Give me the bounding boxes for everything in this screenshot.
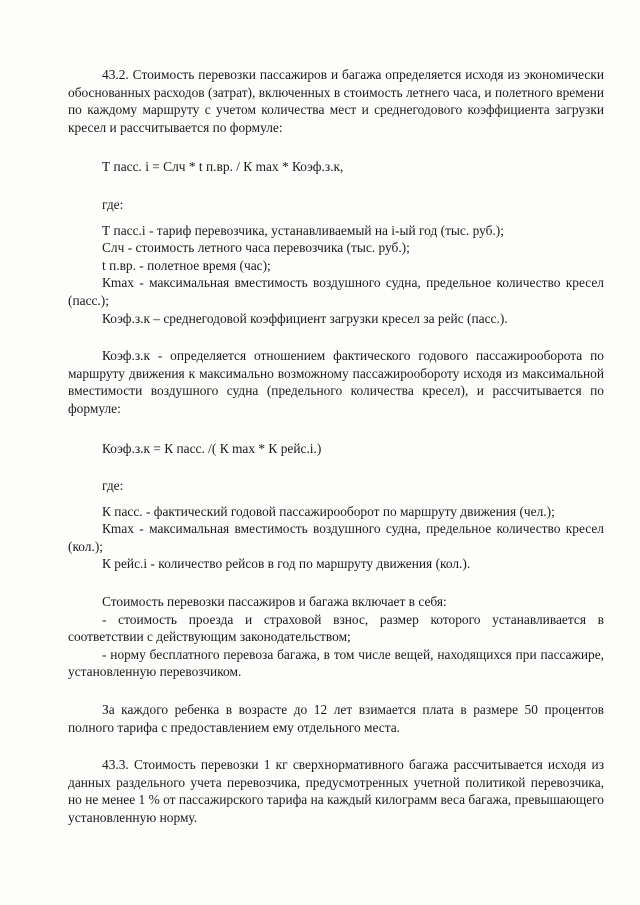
- definition-slch: Слч - стоимость летного часа перевозчика (тыс. руб.);: [102, 240, 410, 256]
- includes-item-fare: - стоимость проезда и страховой взнос, размер которого устанавливается в соответствии с действующим законодательством;: [68, 611, 604, 645]
- definition-k-pass: К пасс. - фактический годовой пассажирооборот по маршруту движения (чел.);: [102, 503, 555, 519]
- paragraph-child: За каждого ребенка в возрасте до 12 лет взимается плата в размере 50 процентов полного тарифа с предоставлением ему отдельного места.: [68, 702, 604, 735]
- includes-item-baggage: - норму бесплатного перевоза багажа, в том числе вещей, находящихся при пассажире, установленную перевозчиком.: [68, 646, 604, 680]
- paragraph-43-3: 43.3. Стоимость перевозки 1 кг сверхнормативного багажа рассчитывается исходя из данных раздельного учета перевозчика, предусмотренных учетной политикой перевозчика, но не менее 1 % от пассажирского тарифа на каждый килограмм веса багажа, превышающего установленную норму.: [68, 757, 604, 825]
- definition-k-reis: К рейс.i - количество рейсов в год по маршруту движения (кол.).: [102, 556, 471, 572]
- definition-t-pass: Т пасс.i - тариф перевозчика, устанавливаемый на i-ый год (тыс. руб.);: [102, 222, 504, 238]
- formula-koef: Коэф.з.к = К пасс. /( К max * К рейс.i.): [102, 440, 322, 456]
- definition-kmax-2: Кmax - максимальная вместимость воздушного судна, предельное количество кресел (кол.);: [68, 521, 604, 554]
- paragraph-43-2: 43.2. Стоимость перевозки пассажиров и багажа определяется исходя из экономически обоснованных расходов (затрат), включенных в стоимость летнего часа, и полетного времени по каждому маршруту с учетом количества мест и среднегодового коэффициента загрузки кресел и рассчитывается по формуле:: [68, 67, 604, 135]
- paragraph-koef: Коэф.з.к - определяется отношением фактического годового пассажирооборота по маршруту движения к максимально возможному пассажирообороту исходя из максимальной вместимости воздушного судна (предельного количества кресел), и рассчитывается по формуле:: [68, 348, 604, 416]
- formula-tariff: Т пасс. i = Слч * t п.вр. / К max * Коэф.з.к,: [102, 159, 344, 175]
- document-body: [68, 66, 604, 827]
- includes-intro: Стоимость перевозки пассажиров и багажа включает в себя:: [102, 594, 447, 610]
- definition-koef: Коэф.з.к – среднегодовой коэффициент загрузки кресел за рейс (пасс.).: [102, 310, 508, 326]
- where-label-2: где:: [102, 478, 124, 494]
- where-label-1: где:: [102, 196, 124, 212]
- definition-t-pvr: t п.вр. - полетное время (час);: [102, 257, 271, 273]
- definition-kmax: Кmax - максимальная вместимость воздушного судна, предельное количество кресел (пасс.);: [68, 275, 604, 308]
